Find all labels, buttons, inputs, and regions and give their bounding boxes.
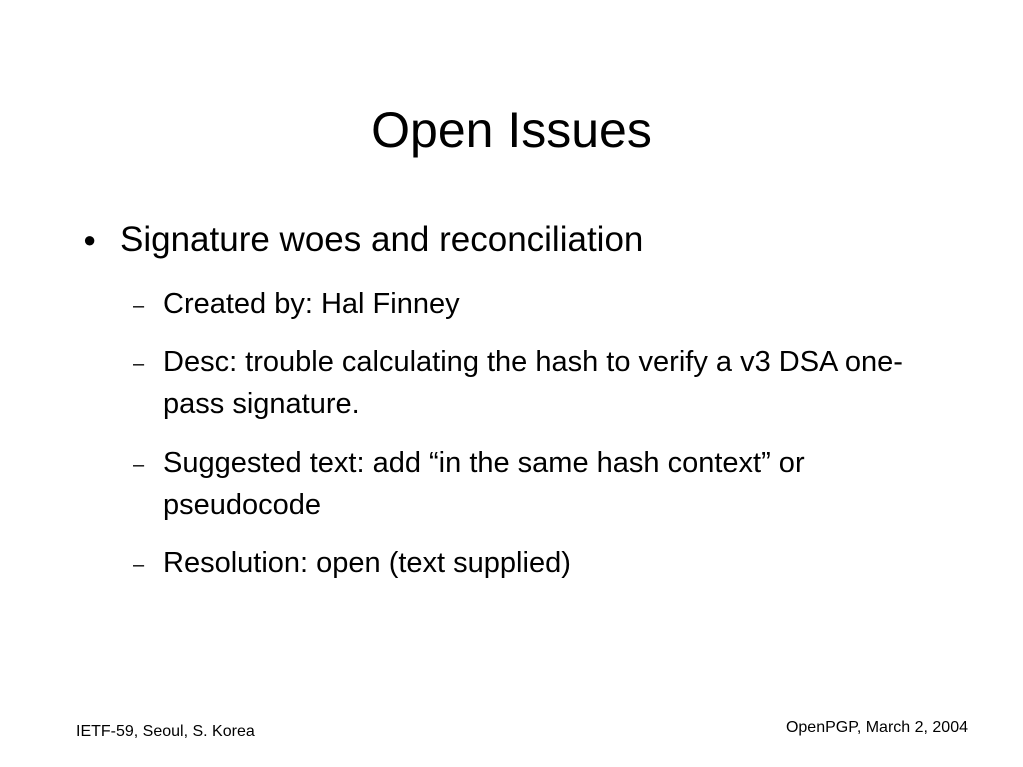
sub-item-text: Desc: trouble calculating the hash to verify a v3 DSA one-pass signature. bbox=[163, 346, 903, 420]
sub-item-text: Resolution: open (text supplied) bbox=[163, 547, 571, 579]
dash-icon: – bbox=[133, 454, 145, 476]
dash-icon: – bbox=[133, 295, 145, 317]
footer-event: IETF-59, Seoul, S. Korea bbox=[76, 723, 255, 740]
bullet-text: Signature woes and reconciliation bbox=[120, 220, 644, 259]
sub-item-text: Suggested text: add “in the same hash context” or pseudocode bbox=[163, 447, 805, 521]
sub-item-text: Created by: Hal Finney bbox=[163, 288, 460, 320]
footer-date: OpenPGP, March 2, 2004 bbox=[785, 719, 968, 736]
dash-icon: – bbox=[133, 353, 145, 375]
bullet-dot-icon: ● bbox=[83, 227, 97, 252]
dash-icon: – bbox=[133, 554, 145, 576]
slide-title: Open Issues bbox=[371, 102, 652, 158]
